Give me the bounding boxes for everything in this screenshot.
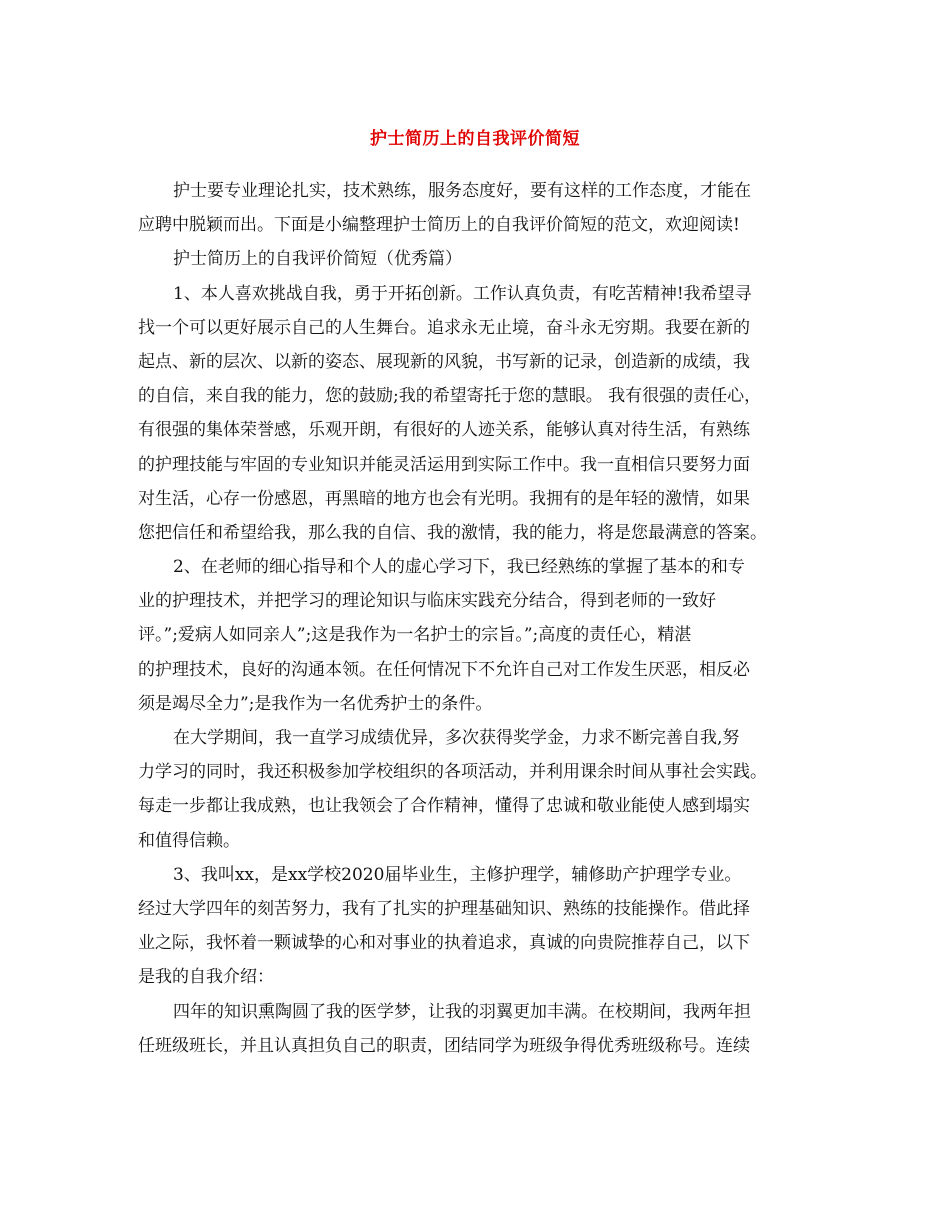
text-line: 对生活，心存一份感恩，再黑暗的地方也会有光明。我拥有的是年轻的激情，如果	[138, 488, 750, 509]
text-line: 找一个可以更好展示自己的人生舞台。追求永无止境，奋斗永无穷期。我要在新的	[138, 317, 750, 338]
text-line: 每走一步都让我成熟，也让我领会了合作精神，懂得了忠诚和敬业能使人感到塌实	[138, 796, 750, 817]
text-line: 经过大学四年的刻苦努力，我有了扎实的护理基础知识、熟练的技能操作。借此择	[138, 898, 750, 919]
text-line: 力学习的同时，我还积极参加学校组织的各项活动，并利用课余时间从事社会实践。	[138, 762, 767, 783]
text-line: 2、在老师的细心指导和个人的虚心学习下，我已经熟练的掌握了基本的和专	[173, 557, 745, 578]
text-line: 在大学期间，我一直学习成绩优异，多次获得奖学金，力求不断完善自我,努	[173, 728, 740, 748]
text-line: 的护理技能与牢固的专业知识并能灵活运用到实际工作中。我一直相信只要努力面	[138, 454, 750, 475]
text-line: 的自信，来自我的能力，您的鼓励;我的希望寄托于您的慧眼。 我有很强的责任心，	[138, 386, 762, 407]
document-body	[138, 174, 810, 1063]
text-line: 评。”;爱病人如同亲人”;这是我作为一名护士的宗旨。”;高度的责任心，精湛	[138, 625, 692, 646]
text-line: 任班级班长，并且认真担负自己的职责，团结同学为班级争得优秀班级称号。连续	[138, 1035, 750, 1056]
text-line: 起点、新的层次、以新的姿态、展现新的风貌，书写新的记录，创造新的成绩，我	[138, 351, 750, 372]
text-line: 应聘中脱颖而出。下面是小编整理护士简历上的自我评价简短的范文，欢迎阅读!	[138, 215, 740, 236]
text-line: 是我的自我介绍：	[138, 967, 274, 988]
text-line: 四年的知识熏陶圆了我的医学梦，让我的羽翼更加丰满。在校期间，我两年担	[173, 1001, 751, 1022]
text-line: 须是竭尽全力”;是我作为一名优秀护士的条件。	[138, 693, 493, 714]
text-line: 和值得信赖。	[138, 830, 240, 851]
text-line: 业的护理技术，并把学习的理论知识与临床实践充分结合，得到老师的一致好	[138, 591, 716, 612]
text-line: 业之际，我怀着一颗诚挚的心和对事业的执着追求，真诚的向贵院推荐自己，以下	[138, 933, 750, 954]
document-title: 护士简历上的自我评价简短	[370, 129, 580, 149]
text-line: 1、本人喜欢挑战自我，勇于开拓创新。工作认真负责，有吃苦精神!我希望寻	[173, 283, 752, 304]
text-line: 护士要专业理论扎实，技术熟练，服务态度好，要有这样的工作态度，才能在	[173, 181, 751, 201]
text-line: 您把信任和希望给我，那么我的自信、我的激情，我的能力，将是您最满意的答案。	[138, 522, 767, 543]
text-line: 的护理技术，良好的沟通本领。在任何情况下不允许自己对工作发生厌恶，相反必	[138, 659, 750, 680]
text-line: 护士简历上的自我评价简短（优秀篇）	[173, 249, 462, 270]
text-line: 3、我叫xx，是xx学校2020届毕业生，主修护理学，辅修助产护理学专业。	[173, 864, 742, 885]
text-line: 有很强的集体荣誉感，乐观开朗，有很好的人迹关系，能够认真对待生活，有熟练	[138, 420, 750, 441]
